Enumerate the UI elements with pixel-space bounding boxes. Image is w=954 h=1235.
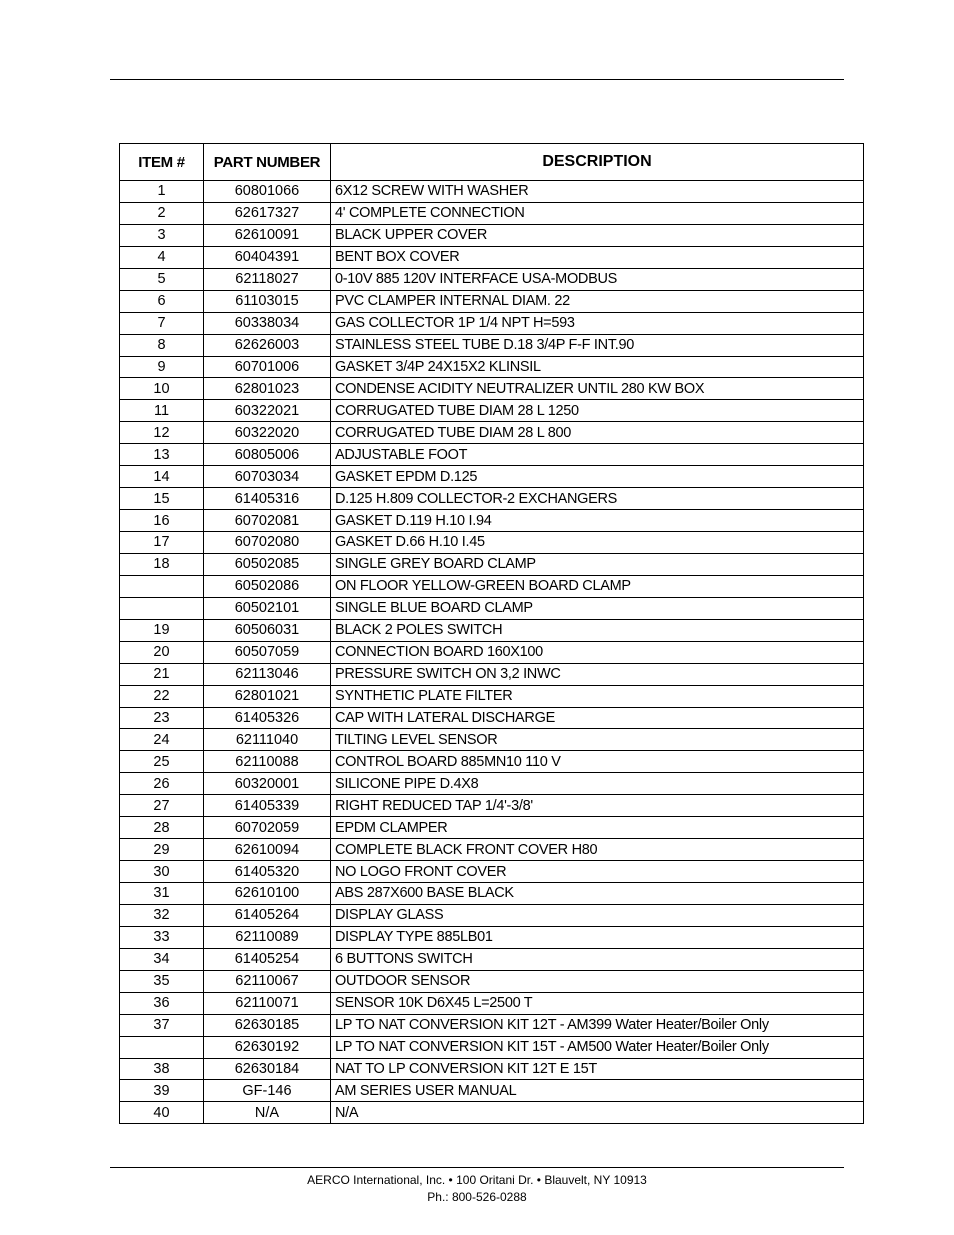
part-number-cell: 60322021 [204,400,331,422]
table-row [120,597,864,619]
description-cell: NAT TO LP CONVERSION KIT 12T E 15T [331,1058,864,1080]
table-row [120,663,864,685]
part-number-cell: 60507059 [204,641,331,663]
item-number-cell: 17 [120,532,204,554]
item-number-cell: 24 [120,729,204,751]
table-row [120,488,864,510]
part-number-cell: 60338034 [204,312,331,334]
description-cell: GASKET D.66 H.10 I.45 [331,532,864,554]
part-number-cell: 62110071 [204,992,331,1014]
table-row [120,290,864,312]
description-cell: SYNTHETIC PLATE FILTER [331,685,864,707]
part-number-cell: 60506031 [204,619,331,641]
part-number-cell: 61103015 [204,290,331,312]
footer-address: AERCO International, Inc. • 100 Oritani Dr. • Blauvelt, NY 10913 [307,1173,647,1187]
part-number-cell: 62111040 [204,729,331,751]
item-number-cell: 18 [120,553,204,575]
item-number-cell: 14 [120,466,204,488]
item-number-cell: 6 [120,290,204,312]
part-number-cell: 60801066 [204,181,331,203]
table-row [120,773,864,795]
header-part-number: PART NUMBER [204,144,331,181]
part-number-cell: 61405339 [204,795,331,817]
description-cell: AM SERIES USER MANUAL [331,1080,864,1102]
part-number-cell: 62610094 [204,839,331,861]
description-cell: BLACK 2 POLES SWITCH [331,619,864,641]
header-item-number: ITEM # [120,144,204,181]
table-row [120,948,864,970]
part-number-cell: 60502085 [204,553,331,575]
description-cell: CORRUGATED TUBE DIAM 28 L 800 [331,422,864,444]
description-cell: PRESSURE SWITCH ON 3,2 INWC [331,663,864,685]
table-row [120,202,864,224]
item-number-cell: 10 [120,378,204,400]
table-row [120,356,864,378]
table-row [120,378,864,400]
item-number-cell: 8 [120,334,204,356]
part-number-cell: 61405326 [204,707,331,729]
description-cell: BENT BOX COVER [331,246,864,268]
part-number-cell: 62110067 [204,970,331,992]
part-number-cell: 62610100 [204,883,331,905]
part-number-cell: 62110089 [204,926,331,948]
description-cell: N/A [331,1102,864,1124]
table-row [120,970,864,992]
description-cell: TILTING LEVEL SENSOR [331,729,864,751]
item-number-cell: 33 [120,926,204,948]
part-number-cell: 61405316 [204,488,331,510]
part-number-cell: 60502086 [204,575,331,597]
table-row [120,1036,864,1058]
item-number-cell: 19 [120,619,204,641]
description-cell: RIGHT REDUCED TAP 1/4'-3/8' [331,795,864,817]
description-cell: ON FLOOR YELLOW-GREEN BOARD CLAMP [331,575,864,597]
part-number-cell: 61405320 [204,861,331,883]
description-cell: SINGLE GREY BOARD CLAMP [331,553,864,575]
item-number-cell: 15 [120,488,204,510]
description-cell: CONNECTION BOARD 160X100 [331,641,864,663]
item-number-cell: 35 [120,970,204,992]
parts-table-body [120,181,864,1124]
part-number-cell: 62113046 [204,663,331,685]
part-number-cell: 61405264 [204,904,331,926]
description-cell: CORRUGATED TUBE DIAM 28 L 1250 [331,400,864,422]
table-row [120,553,864,575]
part-number-cell: 61405254 [204,948,331,970]
item-number-cell: 13 [120,444,204,466]
table-row [120,532,864,554]
description-cell: PVC CLAMPER INTERNAL DIAM. 22 [331,290,864,312]
part-number-cell: 62630192 [204,1036,331,1058]
part-number-cell: 62110088 [204,751,331,773]
item-number-cell: 21 [120,663,204,685]
item-number-cell: 9 [120,356,204,378]
table-row [120,181,864,203]
footer-rule [110,1167,844,1168]
description-cell: ADJUSTABLE FOOT [331,444,864,466]
item-number-cell: 29 [120,839,204,861]
description-cell: 6X12 SCREW WITH WASHER [331,181,864,203]
table-row [120,444,864,466]
table-row [120,685,864,707]
description-cell: COMPLETE BLACK FRONT COVER H80 [331,839,864,861]
table-row [120,839,864,861]
description-cell: LP TO NAT CONVERSION KIT 15T - AM500 Water Heater/Boiler Only [331,1036,864,1058]
item-number-cell: 25 [120,751,204,773]
item-number-cell [120,1036,204,1058]
part-number-cell: 60805006 [204,444,331,466]
part-number-cell: 60703034 [204,466,331,488]
table-row [120,510,864,532]
part-number-cell: 62617327 [204,202,331,224]
header-description: DESCRIPTION [331,144,864,181]
part-number-cell: 60702080 [204,532,331,554]
table-row [120,575,864,597]
table-row [120,883,864,905]
part-number-cell: N/A [204,1102,331,1124]
item-number-cell: 20 [120,641,204,663]
part-number-cell: 60320001 [204,773,331,795]
item-number-cell: 39 [120,1080,204,1102]
description-cell: DISPLAY TYPE 885LB01 [331,926,864,948]
item-number-cell: 27 [120,795,204,817]
description-cell: SILICONE PIPE D.4X8 [331,773,864,795]
description-cell: 0-10V 885 120V INTERFACE USA-MODBUS [331,268,864,290]
description-cell: EPDM CLAMPER [331,817,864,839]
table-row [120,641,864,663]
description-cell: SENSOR 10K D6X45 L=2500 T [331,992,864,1014]
header-rule [110,79,844,80]
item-number-cell: 26 [120,773,204,795]
table-row [120,268,864,290]
item-number-cell: 23 [120,707,204,729]
item-number-cell: 5 [120,268,204,290]
part-number-cell: GF-146 [204,1080,331,1102]
item-number-cell: 3 [120,224,204,246]
description-cell: D.125 H.809 COLLECTOR-2 EXCHANGERS [331,488,864,510]
item-number-cell [120,575,204,597]
item-number-cell: 22 [120,685,204,707]
table-row [120,729,864,751]
description-cell: CAP WITH LATERAL DISCHARGE [331,707,864,729]
description-cell: 4' COMPLETE CONNECTION [331,202,864,224]
table-row [120,400,864,422]
table-row [120,861,864,883]
part-number-cell: 60702059 [204,817,331,839]
description-cell: OUTDOOR SENSOR [331,970,864,992]
table-row [120,904,864,926]
table-row [120,224,864,246]
description-cell: GASKET 3/4P 24X15X2 KLINSIL [331,356,864,378]
description-cell: SINGLE BLUE BOARD CLAMP [331,597,864,619]
description-cell: CONTROL BOARD 885MN10 110 V [331,751,864,773]
table-row [120,926,864,948]
table-row [120,1080,864,1102]
description-cell: GASKET D.119 H.10 I.94 [331,510,864,532]
description-cell: GAS COLLECTOR 1P 1/4 NPT H=593 [331,312,864,334]
item-number-cell [120,597,204,619]
item-number-cell: 32 [120,904,204,926]
part-number-cell: 60702081 [204,510,331,532]
item-number-cell: 1 [120,181,204,203]
part-number-cell: 60322020 [204,422,331,444]
item-number-cell: 11 [120,400,204,422]
table-row [120,1014,864,1036]
item-number-cell: 16 [120,510,204,532]
description-cell: DISPLAY GLASS [331,904,864,926]
description-cell: STAINLESS STEEL TUBE D.18 3/4P F-F INT.90 [331,334,864,356]
footer-phone: Ph.: 800-526-0288 [427,1190,527,1204]
table-row [120,1058,864,1080]
item-number-cell: 30 [120,861,204,883]
item-number-cell: 40 [120,1102,204,1124]
description-cell: 6 BUTTONS SWITCH [331,948,864,970]
part-number-cell: 60404391 [204,246,331,268]
table-row [120,312,864,334]
table-row [120,422,864,444]
table-row [120,334,864,356]
table-row [120,619,864,641]
description-cell: GASKET EPDM D.125 [331,466,864,488]
description-cell: NO LOGO FRONT COVER [331,861,864,883]
description-cell: ABS 287X600 BASE BLACK [331,883,864,905]
table-row [120,707,864,729]
item-number-cell: 12 [120,422,204,444]
item-number-cell: 2 [120,202,204,224]
table-row [120,795,864,817]
item-number-cell: 34 [120,948,204,970]
part-number-cell: 62610091 [204,224,331,246]
item-number-cell: 36 [120,992,204,1014]
description-cell: BLACK UPPER COVER [331,224,864,246]
table-row [120,1102,864,1124]
table-row [120,246,864,268]
part-number-cell: 62118027 [204,268,331,290]
part-number-cell: 62801023 [204,378,331,400]
table-row [120,817,864,839]
description-cell: CONDENSE ACIDITY NEUTRALIZER UNTIL 280 KW BOX [331,378,864,400]
part-number-cell: 62626003 [204,334,331,356]
table-row [120,992,864,1014]
part-number-cell: 60701006 [204,356,331,378]
part-number-cell: 60502101 [204,597,331,619]
part-number-cell: 62801021 [204,685,331,707]
table-row [120,751,864,773]
item-number-cell: 37 [120,1014,204,1036]
description-cell: LP TO NAT CONVERSION KIT 12T - AM399 Water Heater/Boiler Only [331,1014,864,1036]
parts-table [119,143,864,1124]
item-number-cell: 7 [120,312,204,334]
part-number-cell: 62630185 [204,1014,331,1036]
item-number-cell: 4 [120,246,204,268]
item-number-cell: 38 [120,1058,204,1080]
item-number-cell: 31 [120,883,204,905]
table-row [120,466,864,488]
part-number-cell: 62630184 [204,1058,331,1080]
item-number-cell: 28 [120,817,204,839]
table-header-row [120,144,864,181]
